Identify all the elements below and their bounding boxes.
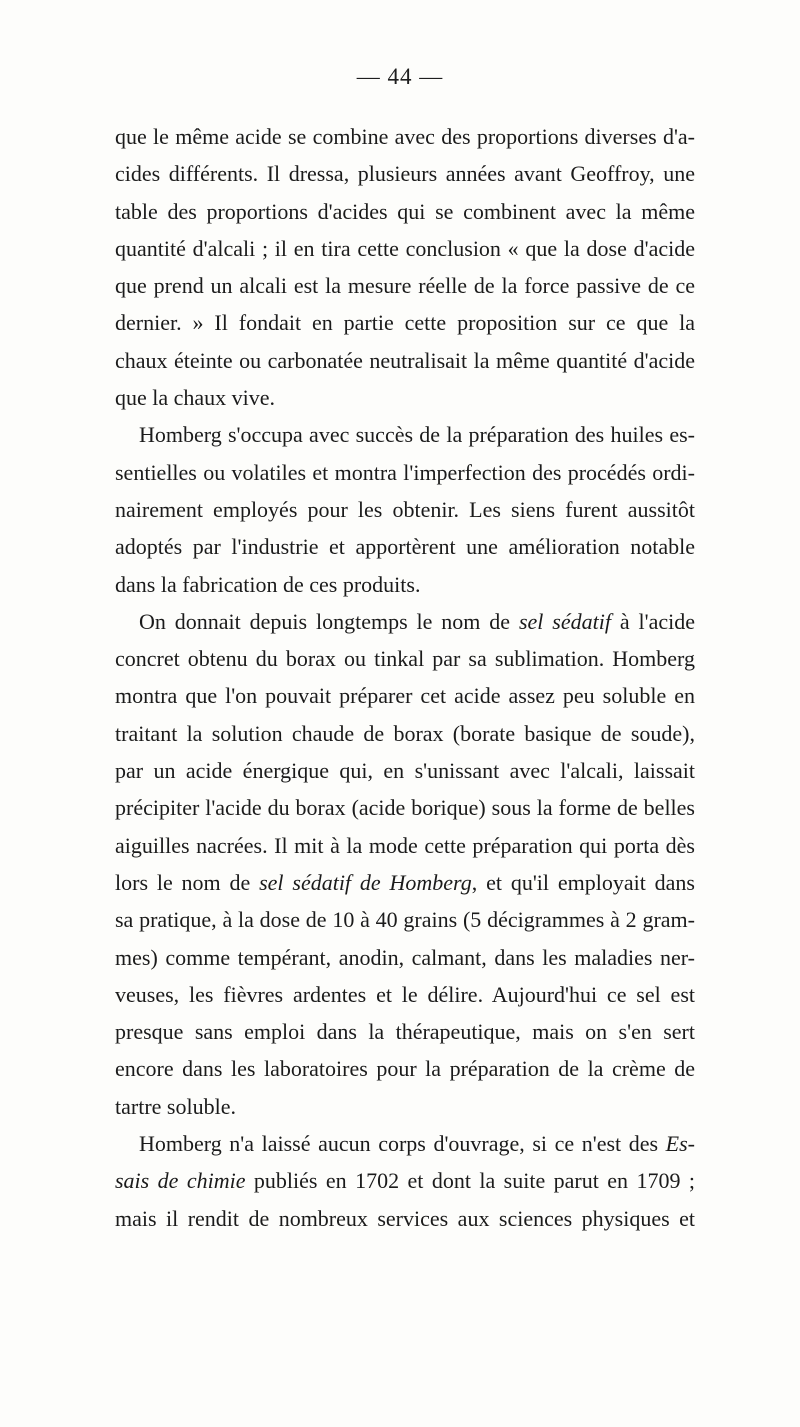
text-line: Homberg s'occupa avec succès de la préparation des huiles es- (139, 422, 695, 448)
text-run: , et qu'il employait dans (471, 869, 695, 895)
text-line: précipiter l'acide du borax (acide borique) sous la forme de belles (115, 795, 695, 821)
italic-term: Es- (665, 1131, 695, 1157)
body-text (115, 118, 695, 1237)
text-line (115, 1162, 695, 1199)
text-run: publiés en 1702 et dont la suite parut en 1709 ; (245, 1168, 695, 1194)
text-line: concret obtenu du borax ou tinkal par sa sublimation. Homberg (115, 646, 695, 672)
text-line: dernier. » Il fondait en partie cette proposition sur ce que la (115, 310, 695, 336)
text-line: presque sans emploi dans la thérapeutique, mais on s'en sert (115, 1019, 695, 1045)
text-line: nairement employés pour les obtenir. Les siens furent aussitôt (115, 496, 695, 522)
text-run: Homberg n'a laissé aucun corps d'ouvrage, si ce n'est des (139, 1131, 666, 1157)
text-line: veuses, les fièvres ardentes et le délire. Aujourd'hui ce sel est (115, 981, 695, 1007)
text-line: sentielles ou volatiles et montra l'imperfection des procédés ordi- (115, 459, 695, 485)
text-line: mes) comme tempérant, anodin, calmant, dans les maladies ner- (115, 944, 695, 970)
italic-term: sel sédatif (518, 608, 611, 634)
page-number: — 44 — (356, 64, 444, 89)
text-line: cides différents. Il dressa, plusieurs années avant Geoffroy, une (115, 161, 695, 187)
text-line: chaux éteinte ou carbonatée neutralisait la même quantité d'acide (115, 347, 695, 373)
paragraph-3 (115, 603, 695, 1125)
text-line: tartre soluble. (115, 1093, 236, 1119)
text-line: sa pratique, à la dose de 10 à 40 grains (5 décigrammes à 2 gram- (115, 907, 695, 933)
text-line: que prend un alcali est la mesure réelle de la force passive de ce (115, 273, 695, 299)
text-line: table des proportions d'acides qui se combinent avec la même (115, 198, 695, 224)
text-run: On donnait depuis longtemps le nom de (139, 608, 519, 634)
text-line: dans la fabrication de ces produits. (115, 571, 421, 597)
text-line: par un acide énergique qui, en s'unissant avec l'alcali, laissait (115, 758, 695, 784)
text-line (115, 1125, 695, 1162)
text-line (115, 864, 695, 901)
text-run: à l'acide (610, 608, 695, 634)
paragraph-1 (115, 118, 695, 416)
paragraph-4 (115, 1125, 695, 1237)
text-line: mais il rendit de nombreux services aux sciences physiques et (115, 1205, 695, 1231)
text-line: aiguilles nacrées. Il mit à la mode cette préparation qui porta dès (115, 832, 695, 858)
text-run: lors le nom de (115, 869, 260, 895)
text-line: montra que l'on pouvait préparer cet acide assez peu soluble en (115, 683, 695, 709)
paragraph-2 (115, 416, 695, 602)
text-line: quantité d'alcali ; il en tira cette conclusion « que la dose d'acide (115, 235, 695, 261)
italic-term: sel sédatif de Homberg (259, 869, 472, 895)
text-line: que le même acide se combine avec des proportions diverses d'a- (115, 124, 695, 149)
text-line: encore dans les laboratoires pour la préparation de la crème de (115, 1056, 695, 1082)
text-line: adoptés par l'industrie et apportèrent une amélioration notable (115, 534, 695, 560)
text-line: traitant la solution chaude de borax (borate basique de soude), (115, 720, 695, 746)
italic-term: sais de chimie (115, 1168, 246, 1194)
text-line (115, 603, 695, 640)
text-line: que la chaux vive. (115, 385, 276, 411)
